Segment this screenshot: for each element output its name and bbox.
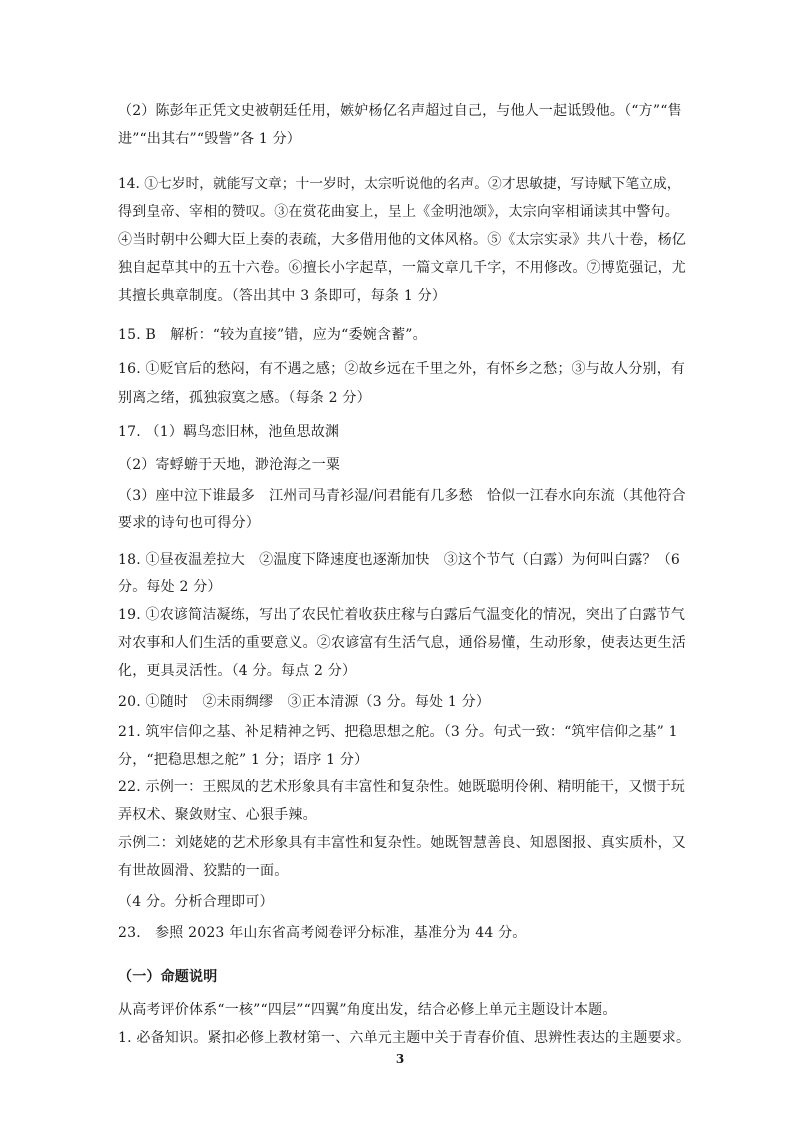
text-line: 22. 示例一：王熙凤的艺术形象具有丰富性和复杂性。她既聪明伶俐、精明能干，又惯于玩 [118, 779, 686, 795]
text-line: 示例二：刘姥姥的艺术形象具有丰富性和复杂性。她既智慧善良、知恩图报、真实质朴，又 [118, 835, 686, 851]
text-line: 23. 参照 2023 年山东省高考阅卷评分标准，基准分为 44 分。 [118, 925, 527, 941]
text-line: 对农事和人们生活的重要意义。②农谚富有生活气息，通俗易懂，生动形象，使表达更生活 [118, 635, 686, 651]
text-line: （3）座中泣下谁最多 江州司马青衫湿/问君能有几多愁 恰似一江春水向东流（其他符合 [118, 488, 686, 504]
text-line: 18. ①昼夜温差拉大 ②温度下降速度也逐渐加快 ③这个节气（白露）为何叫白露？（6 [118, 552, 681, 568]
text-line: ④当时朝中公卿大臣上奏的表疏，大多借用他的文体风格。⑤《太宗实录》共八十卷，杨亿 [118, 232, 686, 248]
text-line: 要求的诗句也可得分） [118, 515, 260, 531]
text-line: 化，更具灵活性。（4 分。每点 2 分） [118, 663, 357, 679]
text-line: 14. ①七岁时，就能写文章；十一岁时，太宗听说他的名声。②才思敏捷，写诗赋下笔立成， [118, 176, 681, 192]
section-heading: （一）命题说明 [118, 969, 218, 985]
text-line: 分，“把稳思想之舵” 1 分；语序 1 分） [118, 752, 369, 768]
text-line: 19. ①农谚简洁凝练，写出了农民忙着收获庄稼与白露后气温变化的情况，突出了白露节气 [118, 607, 686, 623]
text-line: 16. ①贬官后的愁闷，有不遇之感；②故乡远在千里之外，有怀乡之愁；③与故人分别，有 [118, 361, 686, 377]
text-line: 17. （1）羁鸟恋旧林，池鱼思故渊 [118, 424, 340, 440]
text-line: 进”“出其右”“毁訾”各 1 分） [118, 131, 301, 147]
text-line: 分。每处 2 分） [118, 579, 222, 595]
text-line: 从高考评价体系“一核”“四层”“四翼”角度出发，结合必修上单元主题设计本题。 [118, 1002, 617, 1018]
page-number: 3 [395, 1052, 405, 1066]
text-line: 别离之绪，孤独寂寞之感。（每条 2 分） [118, 390, 371, 406]
text-line: 15. B 解析：“较为直接”错，应为“委婉含蓄”。 [118, 327, 427, 343]
text-line: 有世故圆滑、狡黠的一面。 [118, 863, 289, 879]
text-line: （2）寄蜉蝣于天地，渺沧海之一粟 [118, 457, 341, 473]
text-line: （4 分。分析合理即可） [118, 894, 274, 910]
text-line: 其擅长典章制度。（答出其中 3 条即可，每条 1 分） [118, 288, 447, 304]
text-line: 独自起草其中的五十六卷。⑥擅长小字起草，一篇文章几千字，不用修改。⑦博览强记，尤 [118, 260, 686, 276]
text-line: 21. 筑牢信仰之基、补足精神之钙、把稳思想之舵。（3 分。句式一致：“筑牢信仰之基” 1 [118, 724, 678, 740]
text-line: 弄权术、聚敛财宝、心狠手辣。 [118, 807, 317, 823]
text-line: 得到皇帝、宰相的赞叹。③在赏花曲宴上，呈上《金明池颂》，太宗向宰相诵读其中警句。 [118, 204, 679, 220]
text-line: 20. ①随时 ②未雨绸缪 ③正本清源（3 分。每处 1 分） [118, 694, 491, 710]
text-line: （2）陈彭年正凭文史被朝廷任用，嫉妒杨亿名声超过自己，与他人一起诋毁他。（“方”“售 [118, 103, 682, 119]
text-line: 1. 必备知识。紧扣必修上教材第一、六单元主题中关于青春价值、思辨性表达的主题要求。 [118, 1030, 691, 1046]
